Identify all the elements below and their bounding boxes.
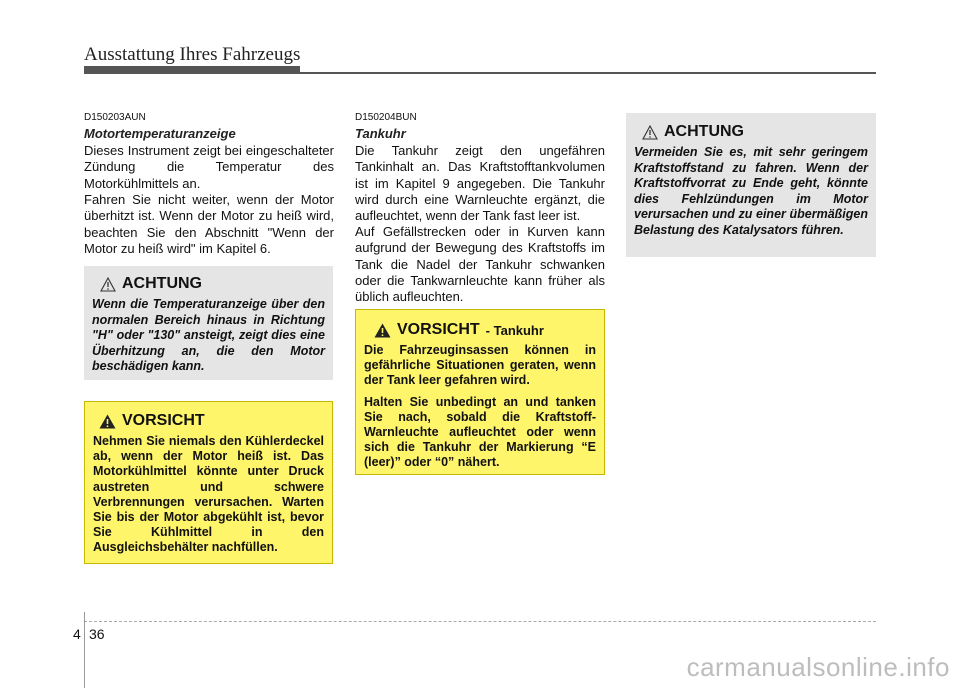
warning-filled-icon [374,323,391,338]
vorsicht-box-coolant [84,401,333,564]
achtung-fuel-header [642,123,868,141]
vorsicht-box-text: Nehmen Sie niemals den Kühlerdeckel ab, wenn der Motor heiß ist. Das Motorkühlmittel könnte unter Druck austreten und schwere Verbrennungen verursachen. Warten Sie bis der Motor abgekühlt ist, bevor Sie Kühlmittel in den Ausgleichsbehälter nachfüllen. [93,434,324,555]
paragraph-temperature-2: Fahren Sie nicht weiter, wenn der Motor überhitzt ist. Wenn der Motor zu heiß wird, beachten Sie den Abschnitt "Wenn der Motor zu heiß wird" im Kapitel 6. [84,192,334,256]
achtung-box-header [100,275,325,293]
vorsicht-box-title: VORSICHT [122,412,205,429]
vorsicht-box-header [99,412,324,430]
paragraph-fuel-1: Die Tankuhr zeigt den ungefähren Tankinhalt an. Das Kraftstofftankvolumen ist im Kapitel 9 angegeben. Die Tankuhr wird durch eine Warnleuchte ergänzt, die aufleuchtet, wenn der Tank fast leer ist. [355,143,605,224]
heading-temperature-gauge: Motortemperaturanzeige [84,126,236,141]
vorsicht-fuel-subtitle: - Tankuhr [485,322,544,338]
paragraph-temperature-1: Dieses Instrument zeigt bei eingeschalteter Zündung die Temperatur des Motorkühlmittels an. [84,143,334,191]
vorsicht-fuel-text-1: Die Fahrzeuginsassen können in gefährliche Situationen geraten, wenn der Tank leer gefahren wird. [364,343,596,388]
achtung-box-text: Wenn die Temperaturanzeige über den normalen Bereich hinaus in Richtung "H" oder "130" ansteigt, zeigt dies eine Überhitzung an, die den Motor beschädigen kann. [92,297,325,374]
watermark-text: carmanualsonline.info [686,652,950,682]
footer-rule [84,621,876,622]
paragraph-fuel-2: Auf Gefällstrecken oder in Kurven kann aufgrund der Bewegung des Kraftstoffs im Tank die Nadel der Tankuhr schwanken oder die Tankwarnleuchte kann früher als üblich aufleuchten. [355,224,605,305]
section-code-temperature: D150203AUN [84,112,146,123]
achtung-box-fuel [626,113,876,257]
footer-divider [84,612,85,688]
caution-outline-icon [642,125,658,140]
header-rule [84,72,876,74]
page-header-title: Ausstattung Ihres Fahrzeugs [84,44,301,65]
vorsicht-fuel-title: VORSICHT [397,321,480,338]
achtung-fuel-text: Vermeiden Sie es, mit sehr geringem Kraftstoffstand zu fahren. Wenn der Kraftstoffvorrat zu Ende geht, könnte dies Fehlzündungen im Motor verursachen und zu einer übermäßigen Belastung des Katalysators führen. [634,145,868,237]
section-code-fuel: D150204BUN [355,112,417,123]
warning-filled-icon [99,414,116,429]
vorsicht-box-fuel [355,309,605,475]
heading-fuel-gauge: Tankuhr [355,126,406,141]
vorsicht-fuel-header [374,321,596,339]
achtung-box-temperature [84,266,333,380]
chapter-number: 4 [73,626,81,642]
achtung-fuel-title: ACHTUNG [664,123,744,140]
page-number: 36 [89,626,105,642]
caution-outline-icon [100,277,116,292]
vorsicht-fuel-text-2: Halten Sie unbedingt an und tanken Sie nach, sobald die Kraftstoff-Warnleuchte aufleuchtet oder wenn sich die Tankuhr der Markierung “E (leer)” oder “0” nähert. [364,394,596,470]
achtung-box-title: ACHTUNG [122,275,202,292]
